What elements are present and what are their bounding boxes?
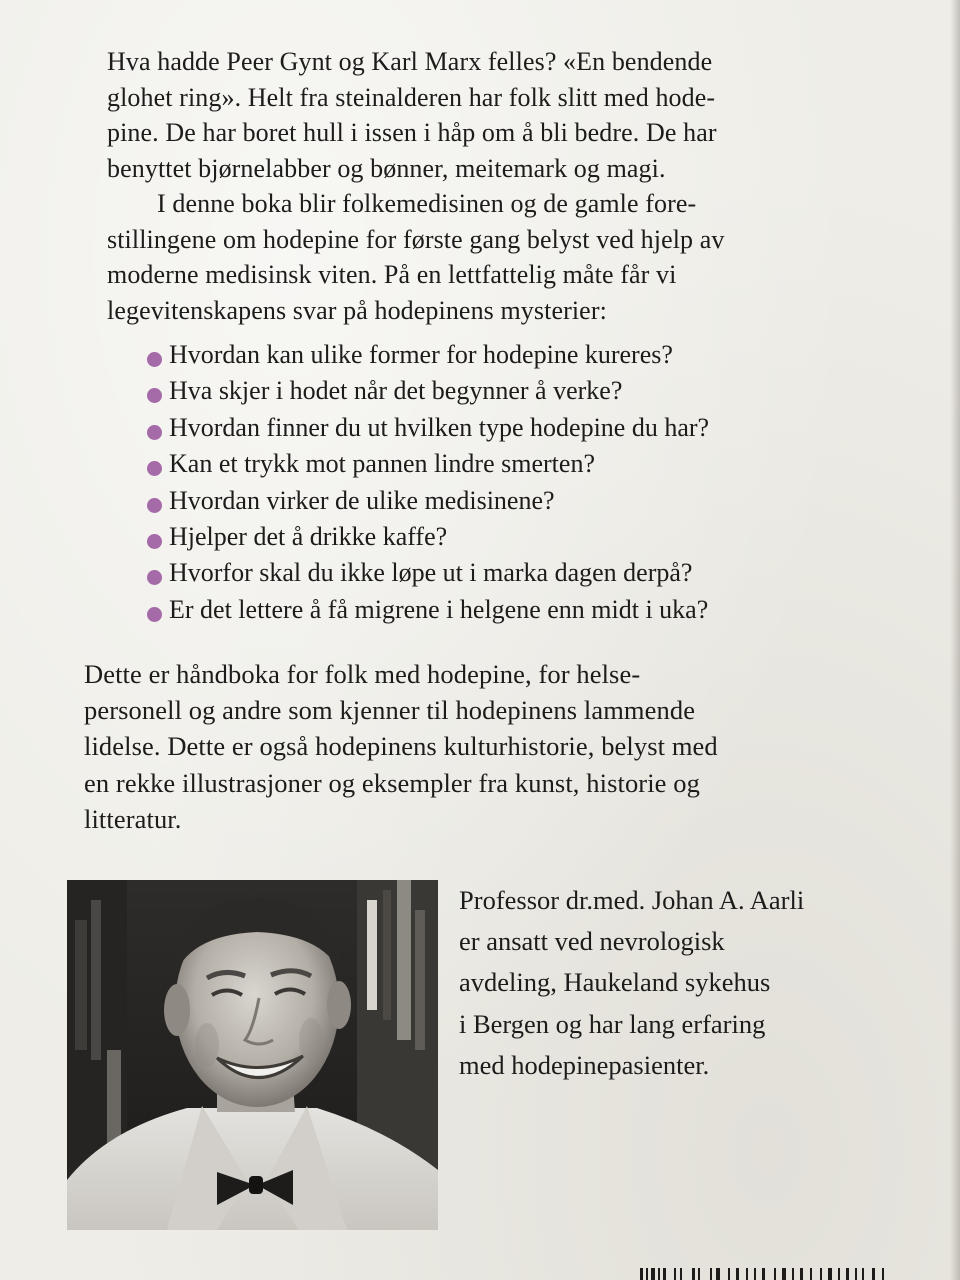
outro-line: en rekke illustrasjoner og eksempler fra kunst, historie og (84, 767, 700, 798)
question-item (147, 592, 709, 628)
bullet-dot-icon (147, 534, 162, 549)
barcode-icon (640, 1268, 890, 1280)
author-photo (67, 880, 438, 1230)
outro-line: lidelse. Dette er også hodepinens kulturhistorie, belyst med (84, 731, 718, 762)
question-item (147, 483, 709, 519)
question-text: Kan et trykk mot pannen lindre smerten? (169, 449, 595, 479)
bullet-dot-icon (147, 425, 162, 440)
question-text: Er det lettere å få migrene i helgene enn midt i uka? (169, 594, 709, 624)
question-text: Hvordan virker de ulike medisinene? (169, 485, 555, 515)
question-text: Hjelper det å drikke kaffe? (169, 521, 448, 551)
bullet-dot-icon (147, 388, 162, 403)
author-bio-line: Professor dr.med. Johan A. Aarli (459, 885, 805, 915)
author-bio-line: er ansatt ved nevrologisk (459, 926, 725, 957)
question-item (147, 373, 709, 409)
question-list (147, 337, 709, 628)
intro-paragraph (107, 44, 724, 328)
author-bio-line: avdeling, Haukeland sykehus (459, 967, 771, 998)
question-item (147, 446, 709, 482)
question-item (147, 519, 709, 555)
bullet-dot-icon (147, 352, 162, 367)
author-bio-line: i Bergen og har lang erfaring (459, 1008, 766, 1039)
intro-line: I denne boka blir folkemedisinen og de gamle fore- (157, 189, 697, 218)
question-item (147, 337, 709, 373)
bullet-dot-icon (147, 461, 162, 476)
question-text: Hva skjer i hodet når det begynner å verke? (169, 376, 623, 406)
intro-line: pine. De har boret hull i issen i håp om å bli bedre. De har (107, 118, 717, 147)
bullet-dot-icon (147, 607, 162, 622)
bullet-dot-icon (147, 498, 162, 513)
outro-line: personell og andre som kjenner til hodepinens lammende (84, 695, 696, 726)
intro-line: glohet ring». Helt fra steinalderen har folk slitt med hode- (107, 82, 716, 112)
question-text: Hvordan finner du ut hvilken type hodepine du har? (169, 412, 710, 442)
cover-edge-shadow (950, 0, 960, 1280)
question-text: Hvordan kan ulike former for hodepine kureres? (169, 340, 673, 369)
intro-line: legevitenskapens svar på hodepinens mysterier: (107, 295, 607, 325)
author-bio (459, 880, 804, 1086)
intro-line: benyttet bjørnelabber og bønner, meitemark og magi. (107, 153, 666, 183)
question-item (147, 555, 709, 591)
outro-line: litteratur. (84, 803, 182, 834)
outro-line: Dette er håndboka for folk med hodepine, for helse- (84, 659, 641, 689)
bullet-dot-icon (147, 570, 162, 585)
question-text: Hvorfor skal du ikke løpe ut i marka dagen derpå? (169, 558, 693, 588)
author-bio-line: med hodepinepasienter. (459, 1049, 710, 1080)
intro-line: Hva hadde Peer Gynt og Karl Marx felles? «En bendende (107, 47, 713, 76)
outro-paragraph (84, 656, 718, 837)
intro-line: moderne medisinsk viten. På en lettfattelig måte får vi (107, 260, 677, 289)
question-item (147, 410, 709, 446)
intro-line: stillingene om hodepine for første gang belyst ved hjelp av (107, 224, 725, 254)
author-portrait-image (67, 880, 438, 1230)
